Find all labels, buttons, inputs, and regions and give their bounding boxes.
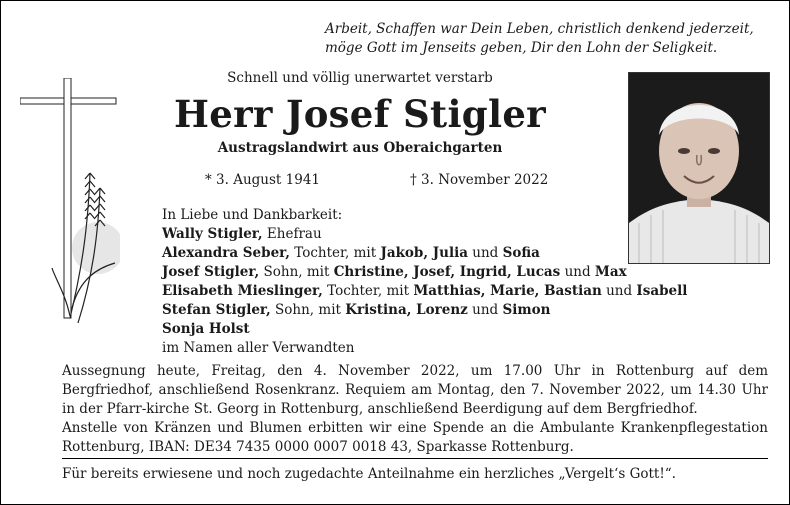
mourners-intro: In Liebe und Dankbarkeit: [162,207,343,223]
mourner-row [162,225,687,244]
mourner-name: Josef Stigler, [162,264,260,280]
mourner-row [162,263,687,282]
quote-line-2: möge Gott im Jenseits geben, Dir den Lohn der Seligkeit. [325,40,718,56]
mourner-name: Max [594,264,627,280]
mourner-name: Sonja Holst [162,321,250,337]
mourner-relation: im Namen aller Verwandten [162,340,355,356]
deceased-name: Herr Josef Stigler [174,92,546,136]
cross-icon [20,78,120,338]
mourner-name: Elisabeth Mieslinger, [162,283,323,299]
mourner-name: Jakob, Julia [380,245,468,261]
mourner-relation: Tochter, mit [322,283,414,299]
mourner-relation: Ehefrau [262,226,322,242]
mourner-name: Christine, Josef, Ingrid, Lucas [333,264,561,280]
thanks-line: Für bereits erwiesene und noch zugedachte Anteilnahme ein herzliches „Vergelt‘s Gott!“. [62,466,676,482]
mourner-row [162,282,687,301]
mourner-name: Kristina, Lorenz [345,302,468,318]
mourner-relation: Sohn, mit [270,302,346,318]
mourners-list [162,206,687,358]
mourner-relation: und [560,264,595,280]
mourner-row [162,244,687,263]
mourner-name: Alexandra Seber, [162,245,290,261]
mourner-relation: und [601,283,637,299]
mourner-name: Isabell [636,283,688,299]
mourner-relation: und [467,302,503,318]
donation-paragraph: Anstelle von Kränzen und Blumen erbitten wir eine Spende an die Ambulante Krankenpflegestation Rottenburg, IBAN: DE34 7435 0000 0007 0018 43, Sparkasse Rottenburg. [62,420,768,455]
deceased-role: Austragslandwirt aus Oberaichgarten [217,140,503,156]
mourner-row [162,339,687,358]
mourner-name: Wally Stigler, [162,226,263,242]
birth-date: * 3. August 1941 [205,172,320,188]
mourner-name: Matthias, Marie, Bastian [413,283,602,299]
mourner-relation: und [467,245,503,261]
mourner-name: Stefan Stigler, [162,302,271,318]
mourner-name: Simon [502,302,551,318]
mourner-name: Sofia [502,245,540,261]
divider [62,458,768,459]
lead-text: Schnell und völlig unerwartet verstarb [227,70,493,86]
mourner-relation: Sohn, mit [259,264,334,280]
service-paragraph: Aussegnung heute, Freitag, den 4. November 2022, um 17.00 Uhr in Rottenburg auf dem Bergfriedhof, anschließend Rosenkranz. Requiem am Montag, den 7. November 2022, um 14.30 Uhr in der Pfarr-kirche St. Georg in Rottenburg, anschließend Beerdigung auf dem Bergfriedhof. [62,363,768,417]
quote-line-1: Arbeit, Schaffen war Dein Leben, christlich denkend jederzeit, [325,21,754,37]
mourner-relation: Tochter, mit [290,245,381,261]
mourner-row [162,301,687,320]
death-date: † 3. November 2022 [410,172,549,188]
mourner-row [162,320,687,339]
memorial-quote [325,20,770,58]
